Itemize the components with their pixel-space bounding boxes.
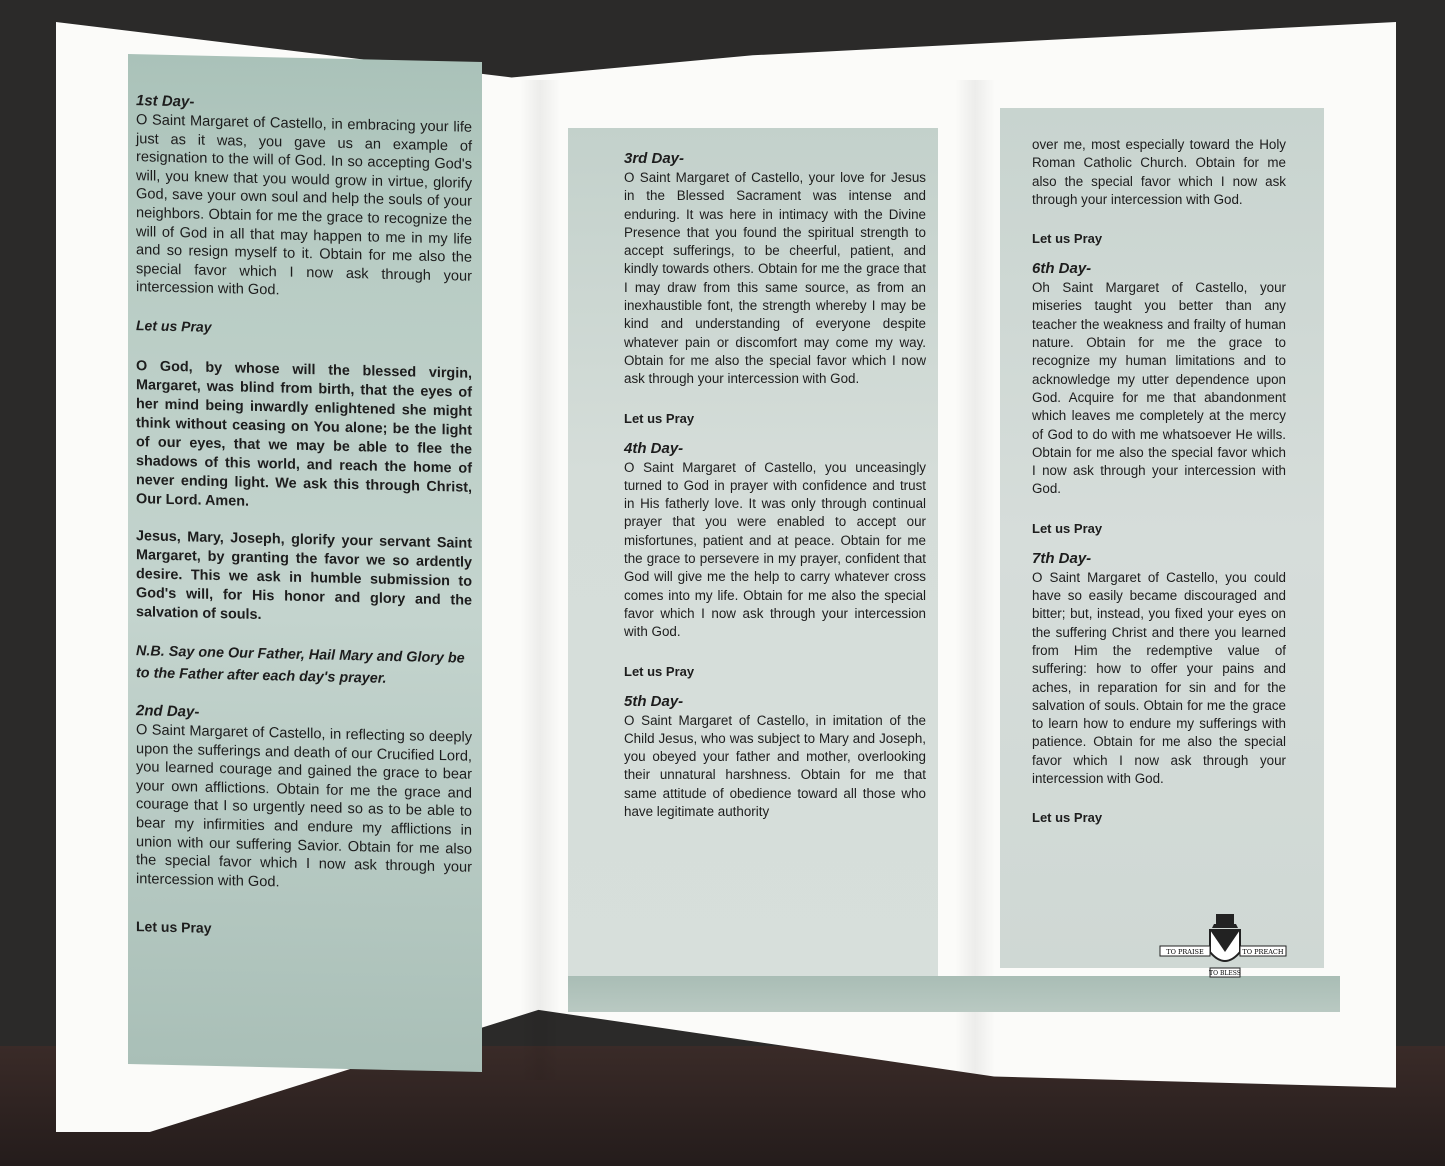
middle-panel [568, 128, 938, 988]
day5-title: 5th Day- [624, 692, 684, 710]
dominican-crest-icon [1158, 912, 1288, 984]
day7-title: 7th Day- [1032, 549, 1092, 567]
fold-line-right [955, 80, 995, 1080]
day4-text: O Saint Margaret of Castello, you unceasingly turned to God in prayer with confidence and trust in His fatherly love. It was only through continual prayer that you were enabled to accept our misfortunes, patient and at peace. Obtain for me the grace to persevere in my prayer, confident that God will give me the help to carry whatever cross comes into my life. Obtain for me also the special favor which I now ask through your intercession with God. [624, 459, 926, 640]
crest-right-banner: TO PREACH [1242, 948, 1284, 956]
let-us-pray-6: Let us Pray [1032, 520, 1103, 536]
nota-bene: N.B. Say one Our Father, Hail Mary and Glory be to the Father after each day's prayer. [136, 643, 465, 687]
closing-prayer: O God, by whose will the blessed virgin, Margaret, was blind from birth, that the eyes of her mind being inwardly enlightened she might think without ceasing on You alone; be the light of our eyes, that we may be able to flee the shadows of this world, and reach the home of never ending light. We ask this through Christ, Our Lord. Amen. [136, 358, 472, 510]
day5-continued-text: over me, most especially toward the Holy Roman Catholic Church. Obtain for me also the special favor which I now ask through your intercession with God. [1032, 137, 1286, 207]
day1-title: 1st Day- [136, 92, 195, 111]
crest-bottom-banner: TO BLESS [1209, 970, 1241, 977]
day3-title: 3rd Day- [624, 150, 685, 167]
day6-text: Oh Saint Margaret of Castello, your miseries taught you better than any teacher the weakness and frailty of human nature. Obtain for me the grace to recognize my human limitations and to acknowledge my utter dependence upon God. Acquire for me that abandonment which leaves me completely at the mercy of God to do with me whatsoever He wills. Obtain for me also the special favor which I now ask through your intercession with God. [1032, 280, 1286, 497]
day4-title: 4th Day- [624, 439, 684, 457]
let-us-pray-4: Let us Pray [624, 663, 695, 679]
let-us-pray-7: Let us Pray [1032, 810, 1103, 826]
crest-left-banner: TO PRAISE [1166, 948, 1204, 956]
day7-text: O Saint Margaret of Castello, you could have so easily became discouraged and bitter; but, instead, you fixed your eyes on the suffering Christ and there you learned from Him the redemptive value of suffering: how to offer your pains and aches, in reparation for sin and for the salvation of souls. Obtain for me the grace to learn how to endure my sufferings with patience. Obtain for me also the special favor which I now ask through your intercession with God. [1032, 569, 1286, 787]
let-us-pray-3: Let us Pray [624, 410, 695, 426]
right-panel [1000, 108, 1324, 968]
left-panel [128, 54, 482, 1072]
let-us-pray-1: Let us Pray [136, 317, 212, 335]
let-us-pray-2: Let us Pray [136, 918, 212, 937]
day3-text: O Saint Margaret of Castello, your love for Jesus in the Blessed Sacrament was intense and enduring. It was here in intimacy with the Divine Presence that you found the spiritual strength to accept sufferings, to be cheerful, patient, and kindly towards others. Obtain for me the grace that I may draw from this same source, as from an inexhaustible font, the strength whereby I may be kind and understanding of everyone despite whatever pain or discomfort may come my way. Obtain for me also the special favor which I now ask through your intercession with God. [624, 170, 926, 387]
let-us-pray-5: Let us Pray [1032, 231, 1103, 247]
day5-text: O Saint Margaret of Castello, in imitation of the Child Jesus, who was subject to Mary and Joseph, you obeyed your father and mother, overlooking their unnatural harshness. Obtain for me that same attitude of obedience toward all those who have legitimate authority [624, 712, 926, 820]
day2-title: 2nd Day- [136, 702, 200, 721]
day1-text: O Saint Margaret of Castello, in embracing your life just as it was, you gave us an example of resignation to the will of God. In so accepting God's will, you knew that you would grow in virtue, glorify God, save your own soul and help the souls of your neighbors. Obtain for me the grace to recognize the will of God in all that may happen to me in my life and so resign myself to it. Obtain for me also the special favor which I now ask through your intercession with God. [136, 112, 472, 299]
day2-text: O Saint Margaret of Castello, in reflecting so deeply upon the sufferings and death of our Crucified Lord, you learned courage and gained the grace to bear your own afflictions. Obtain for me the grace and courage that I so urgently need so as to be able to bear my infirmities and endure my afflictions in union with our suffering Savior. Obtain for me also the special favor which I now ask through your intercession with God. [136, 722, 472, 891]
jmj-prayer: Jesus, Mary, Joseph, glorify your servant Saint Margaret, by granting the favor we so ardently desire. This we ask in humble submission to God's will, for His honor and glory and the salvation of souls. [136, 528, 472, 623]
fold-line-left [520, 80, 560, 1080]
day6-title: 6th Day- [1032, 260, 1092, 278]
